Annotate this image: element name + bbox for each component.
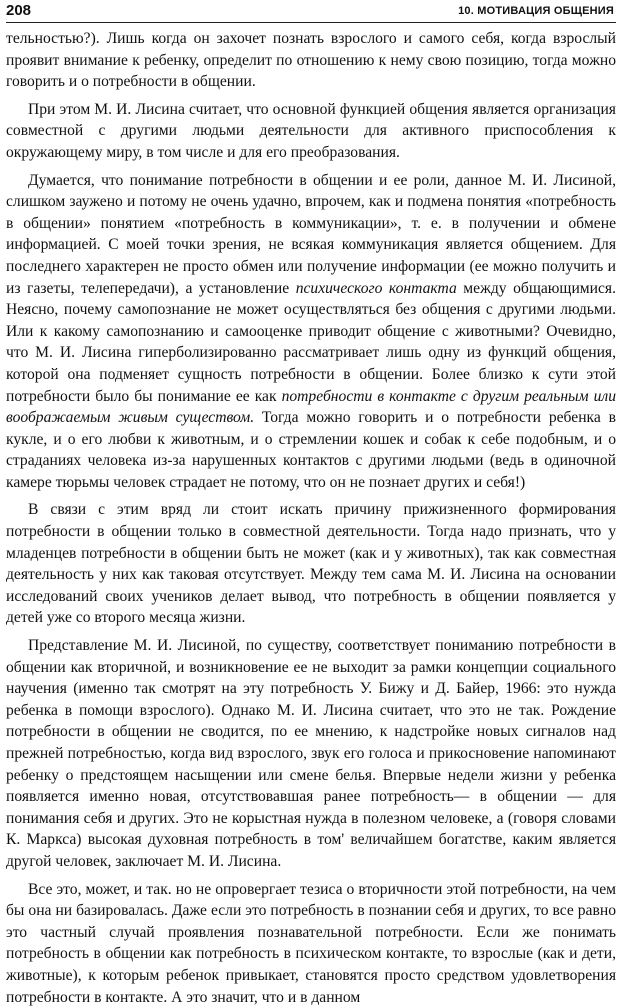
paragraph-text: Все это, может, и так. но не опровергает тезиса о вторичности этой потребности, на чем бы она ни базировалась. Даже если это потребность в познании себя и других, то все равно это частный случай проявления познавательной потребности. Если же понимать потребность в общении как потребность в психическом контакте, то взрослые (как и дети, животные), к которым ребенок привыкает, становятся просто средством удовлетворения потребности в контакте. А это значит, что и в данном — [6, 880, 616, 1006]
paragraph-text: тельностью?). Лишь когда он захочет познать взрослого и самого себя, когда взрослый проявит внимание к ребенку, определит по отношению к нему свою позицию, тогда можно говорить и о потребности в общении. — [6, 30, 616, 91]
paragraph-text: Тогда можно говорить и о потребности ребенка в кукле, и о его любви к животным, и о стремлении кошек и собак к себе подобным, и о страданиях человека из-за нарушенных контактов с другими людьми (ведь в одиночной камере тюрьмы человек страдает не потому, что он не познает других и себя!) — [6, 409, 616, 491]
paragraph-text: Думается, что понимание потребности в общении и ее роли, данное М. И. Лисиной, слишком заужено и потому не очень удачно, впрочем, как и подмена понятия «потребность в общении» понятием «потребность в коммуникации», т. е. в получении и обмене информацией. С моей точки зрения, не всякая коммуникация является общением. Для последнего характерен не просто обмен или получение информации (ее можно получить и из газеты, телепередачи), а установление — [6, 171, 616, 297]
paragraph-3 — [6, 170, 616, 494]
paragraph-1 — [6, 28, 616, 93]
page-body — [6, 28, 616, 1008]
italic-emphasis: потребности в контакте с другим реальным или воображаемым живым существом. — [6, 387, 616, 427]
italic-emphasis: психического контакта — [295, 279, 457, 297]
paragraph-text: между общающимися. Неясно, почему самопознание не может осуществляться без общения с другими людьми. Или к какому самопознанию и самооценке приводит общение с животными? Очевидно, что М. И. Лисина гиперболизированно рассматривает лишь одну из функций общения, которой она подменяет сущность потребности в общении. Более близко к сути этой потребности было бы понимание ее как — [6, 279, 616, 405]
paragraph-text: При этом М. И. Лисина считает, что основной функцией общения является организация совместной с другими людьми деятельности для активного приспособления к окружающему миру, в том числе и для его преобразования. — [6, 100, 616, 161]
page-header — [6, 0, 616, 23]
page-number: 208 — [6, 2, 32, 19]
chapter-title: 10. МОТИВАЦИЯ ОБЩЕНИЯ — [458, 5, 614, 17]
paragraph-6 — [6, 879, 616, 1008]
paragraph-2 — [6, 99, 616, 164]
paragraph-4 — [6, 499, 616, 629]
paragraph-text: Представление М. И. Лисиной, по существу, соответствует пониманию потребности в общении как вторичной, и возникновение ее не выходит за рамки концепции социального научения (именно так смотрят на эту потребность У. Бижу и Д. Байер, 1966: это нужда ребенка в помощи взрослого). Однако М. И. Лисина считает, что это не так. Рождение потребности в общении не сводится, по ее мнению, к надстройке новых сигналов над прежней потребностью, когда вид взрослого, звук его голоса и прикосновение напоминают ребенку о предстоящем насыщении или смене белья. Впервые недели жизни у ребенка появляется именно новая, отсутствовавшая ранее потребность— в общении — для понимания себя и других. Это не корыстная нужда в полезном человеке, а (говоря словами К. Маркса) высокая духовная потребность в том' величайшем богатстве, каким является другой человек, заключает М. И. Лисина. — [6, 637, 616, 870]
paragraph-text: В связи с этим вряд ли стоит искать причину прижизненного формирования потребности в общении только в совместной деятельности. Тогда надо признать, что у младенцев потребности в общении быть не может (как и у животных), так как совместная деятельность у них как таковая отсутствует. Между тем сама М. И. Лисина на основании исследований своих учеников делает вывод, что потребность в общении появляется у детей уже со второго месяца жизни. — [6, 501, 616, 627]
paragraph-5 — [6, 635, 616, 873]
